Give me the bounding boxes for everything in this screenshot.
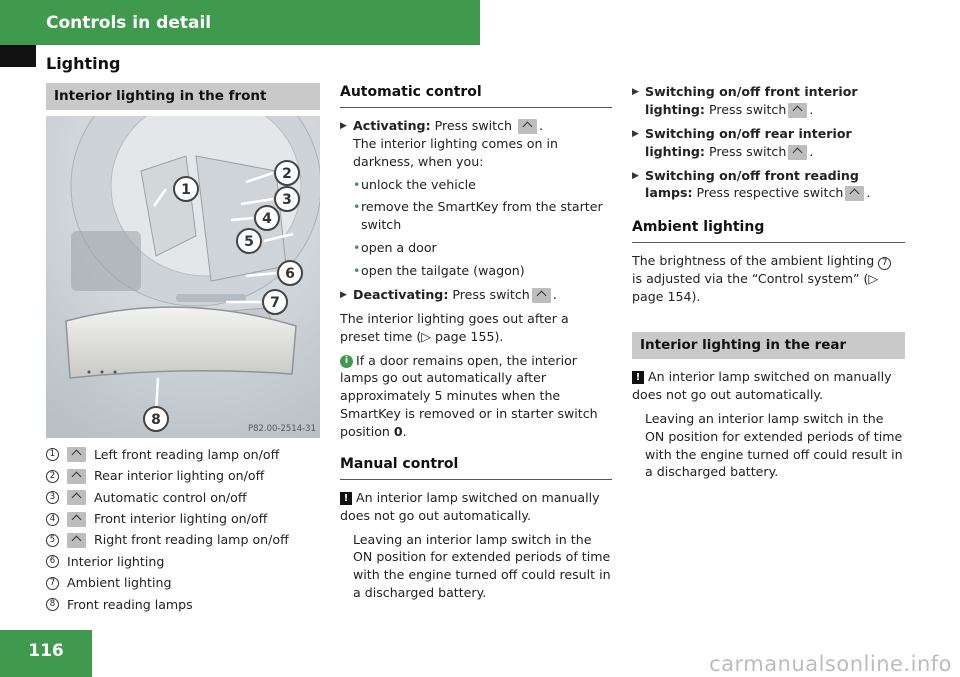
ambient-ref: page 154). — [632, 289, 701, 304]
callout-7-label: 7 — [270, 295, 280, 312]
callout-1-label: 1 — [181, 182, 191, 199]
callout-3-label: 3 — [282, 192, 292, 209]
bullet-dot-icon: • — [353, 240, 361, 256]
callout-5-label: 5 — [244, 234, 254, 251]
switch-position: 0 — [393, 424, 403, 439]
info-text: If a door remains open, the interior lamps go out automatically after approximately 5 minutes when the SmartKey is removed or in starter switch position — [340, 352, 598, 439]
chapter-title: Controls in detail — [46, 13, 212, 33]
front-lighting-column — [46, 83, 320, 615]
activating-label: Activating: — [353, 117, 431, 133]
legend-number: 6 — [46, 555, 59, 568]
front-switch-text: Press switch — [708, 101, 787, 117]
rear-warning — [632, 368, 905, 404]
rear-lighting-switch-icon — [67, 469, 86, 484]
condition-text: open a door — [361, 240, 437, 256]
reading-switch-text: Press respective switch — [696, 185, 844, 201]
legend-item — [46, 487, 320, 508]
ambient-number: 7 — [878, 257, 891, 270]
ambient-lighting-heading: Ambient lighting — [632, 218, 905, 243]
legend-text: Rear interior lighting on/off — [94, 468, 265, 484]
front-lighting-heading: Interior lighting in the front — [46, 83, 320, 110]
switching-column — [632, 83, 905, 481]
legend-item — [46, 551, 320, 572]
rear-switch-step: ▶ Switching on/off rear interior lighting: Press switch . — [632, 125, 852, 159]
step-arrow-icon: ▶ — [340, 289, 347, 300]
step-arrow-icon: ▶ — [632, 170, 639, 181]
warning-icon: ! — [340, 492, 352, 505]
rear-warning-detail: Leaving an interior lamp switch in the ON position for extended periods of time with the engine turned off could result in a discharged battery. — [645, 410, 903, 480]
section-title: Lighting — [46, 54, 121, 73]
legend-text: Right front reading lamp on/off — [94, 532, 289, 548]
legend-text: Automatic control on/off — [94, 489, 247, 505]
callout-4-label: 4 — [262, 211, 272, 228]
preset-time-note — [340, 310, 612, 346]
legend-text: Front reading lamps — [67, 596, 193, 612]
legend-number: 7 — [46, 577, 59, 590]
legend-list — [46, 444, 320, 615]
photo-code: P82.00-2514-31 — [247, 424, 316, 435]
condition-text: unlock the vehicle — [361, 176, 476, 192]
ambient-text-2: is adjusted via the “Control system” ( — [632, 271, 869, 287]
legend-number: 4 — [46, 513, 59, 526]
legend-item — [46, 594, 320, 615]
legend-text: Left front reading lamp on/off — [94, 446, 280, 462]
condition-item — [353, 176, 612, 194]
front-switch-label: Switching on/off front interior lighting: — [645, 84, 858, 117]
rear-switch-label: Switching on/off rear interior lighting: — [645, 125, 852, 159]
reading-switch-step: ▶ Switching on/off front reading lamps: Press respective switch . — [632, 167, 871, 201]
watermark: carmanualsonline.info — [709, 652, 952, 676]
preset-time-ref: page 155). — [434, 328, 504, 344]
condition-text: remove the SmartKey from the starter switch — [361, 199, 603, 233]
legend-item — [46, 573, 320, 594]
page-ref-arrow-icon: ▷ — [868, 271, 879, 287]
legend-text: Interior lighting — [67, 553, 165, 569]
legend-number: 3 — [46, 491, 59, 504]
front-lighting-switch-icon — [788, 103, 807, 118]
automatic-control-heading: Automatic control — [340, 83, 612, 108]
bullet-dot-icon: • — [353, 199, 361, 215]
automatic-control-switch-icon — [67, 490, 86, 505]
activating-description: The interior lighting comes on in darkness, when you: — [353, 135, 558, 169]
condition-text: open the tailgate (wagon) — [361, 263, 525, 278]
deactivating-label: Deactivating: — [353, 286, 449, 302]
warning-text: An interior lamp switched on manually does not go out automatically. — [632, 369, 892, 402]
automatic-control-switch-icon — [518, 119, 537, 134]
ambient-text: The brightness of the ambient lighting — [632, 253, 875, 269]
manual-warning — [340, 489, 612, 525]
legend-number: 2 — [46, 470, 59, 483]
callout-6-label: 6 — [285, 266, 295, 283]
condition-item — [353, 262, 612, 280]
page-ref-arrow-icon: ▷ — [421, 328, 435, 344]
step-arrow-icon: ▶ — [632, 128, 639, 139]
reading-lamp-switch-icon — [67, 533, 86, 548]
step-arrow-icon: ▶ — [632, 87, 639, 97]
automatic-control-column — [340, 83, 612, 602]
condition-item — [353, 239, 612, 257]
legend-item — [46, 466, 320, 487]
callout-2-label: 2 — [282, 166, 292, 183]
deactivating-step: ▶ Deactivating: Press switch . — [340, 286, 557, 302]
page-number-tab — [0, 630, 92, 677]
legend-number: 1 — [46, 448, 59, 461]
ambient-note — [632, 252, 905, 306]
info-note: i If a door remains open, the interior lamps go out automatically after approximately 5 minutes when the SmartKey is removed or in starter switch position 0. — [340, 352, 598, 439]
legend-item — [46, 530, 320, 551]
deactivating-text: Press switch — [452, 286, 530, 302]
reading-lamp-switch-icon — [845, 186, 864, 201]
legend-item — [46, 444, 320, 465]
automatic-control-switch-icon — [532, 288, 551, 303]
activating-text: Press switch — [434, 117, 512, 133]
legend-text: Ambient lighting — [67, 575, 172, 591]
callout-8-label: 8 — [151, 412, 161, 429]
preset-time-text: The interior lighting goes out after a preset time ( — [340, 310, 569, 344]
rear-lighting-heading: Interior lighting in the rear — [632, 332, 905, 359]
section-marker — [0, 45, 36, 67]
front-switch-step: ▶ Switching on/off front interior lighting: Press switch . — [632, 84, 858, 117]
reading-switch-label: Switching on/off front reading lamps: — [645, 167, 859, 201]
condition-item — [353, 198, 612, 234]
legend-item — [46, 508, 320, 529]
chapter-tab — [0, 0, 480, 45]
overhead-console-photo — [46, 116, 320, 438]
overhead-console-illustration — [46, 116, 320, 438]
manual-control-heading: Manual control — [340, 455, 612, 480]
warning-text: An interior lamp switched on manually does not go out automatically. — [340, 489, 600, 523]
legend-number: 5 — [46, 534, 59, 547]
info-icon: i — [340, 355, 353, 368]
reading-lamp-switch-icon — [67, 447, 86, 462]
manual-warning-detail: Leaving an interior lamp switch in the ON position for extended periods of time with the engine turned off could result in a discharged battery. — [353, 531, 611, 601]
step-arrow-icon: ▶ — [340, 120, 347, 131]
warning-icon: ! — [632, 371, 644, 384]
page-number: 116 — [28, 641, 64, 661]
legend-text: Front interior lighting on/off — [94, 511, 268, 527]
rear-lighting-switch-icon — [788, 145, 807, 160]
legend-number: 8 — [46, 598, 59, 611]
activating-step: ▶ Activating: Press switch . The interior lighting comes on in darkness, when you: — [340, 117, 612, 171]
bullet-dot-icon: • — [353, 176, 361, 192]
front-lighting-switch-icon — [67, 512, 86, 527]
bullet-dot-icon: • — [353, 263, 361, 278]
rear-switch-text: Press switch — [708, 143, 787, 159]
